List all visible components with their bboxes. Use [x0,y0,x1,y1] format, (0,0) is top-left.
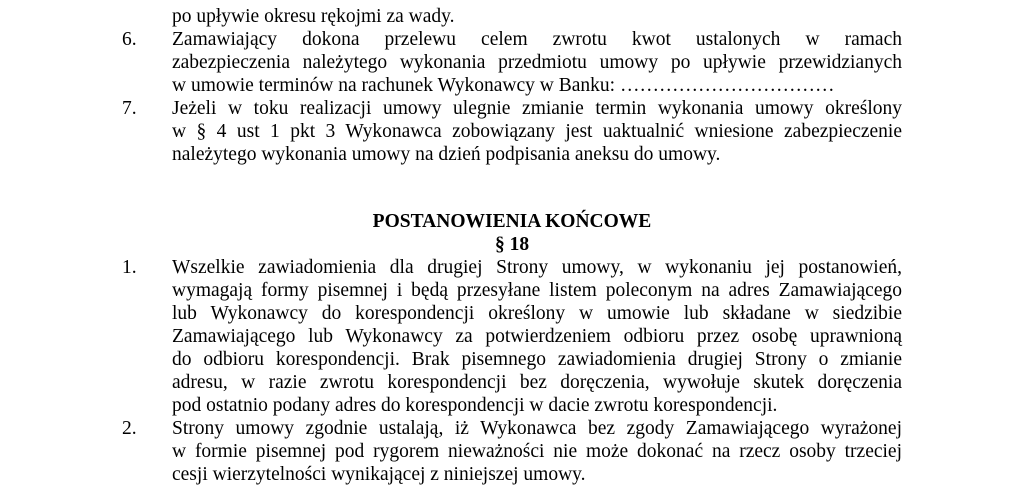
item-number: 1. [122,257,137,278]
text-line: w umowie terminów na rachunek Wykonawcy w Banku: …………………………… [172,75,835,96]
text-line: zabezpieczenia należytego wykonania przedmiotu umowy po upływie przewidzianych [172,52,902,73]
text-line: pod ostatnio podany adres do korespondencji w dacie zwrotu korespondencji. [172,395,778,416]
text-line: do odbioru korespondencji. Brak pisemnego zawiadomienia drugiej Strony o zmianie [172,349,902,370]
item-number: 7. [122,98,137,119]
text-line: należytego wykonania umowy na dzień podpisania aneksu do umowy. [172,144,721,165]
text-line: Zamawiającego lub Wykonawcy za potwierdzeniem odbioru przez osobę uprawnioną [172,326,902,347]
text-line: Wszelkie zawiadomienia dla drugiej Strony umowy, w wykonaniu jej postanowień, [172,257,902,278]
text-line: po upływie okresu rękojmi za wady. [172,6,455,27]
text-line: w § 4 ust 1 pkt 3 Wykonawca zobowiązany jest uaktualnić wniesione zabezpieczenie [172,121,902,142]
text-line: lub Wykonawcy do korespondencji określony w umowie lub składane w siedzibie [172,303,902,324]
item-number: 6. [122,29,137,50]
item-number: 2. [122,418,137,439]
text-line: adresu, w razie zwrotu korespondencji bez doręczenia, wywołuje skutek doręczenia [172,372,902,393]
text-line: Jeżeli w toku realizacji umowy ulegnie zmianie termin wykonania umowy określony [172,98,902,119]
section-paragraph-number: § 18 [494,234,530,255]
text-line: wymagają formy pisemnej i będą przesyłane listem poleconym na adres Zamawiającego [172,280,902,301]
section-title: POSTANOWIENIA KOŃCOWE [372,211,652,232]
text-line: Zamawiający dokona przelewu celem zwrotu kwot ustalonych w ramach [172,29,902,50]
text-line: Strony umowy zgodnie ustalają, iż Wykonawca bez zgody Zamawiającego wyrażonej [172,418,902,439]
text-line: cesji wierzytelności wynikającej z niniejszej umowy. [172,464,586,485]
text-line: w formie pisemnej pod rygorem nieważności nie może dokonać na rzecz osoby trzeciej [172,441,902,462]
